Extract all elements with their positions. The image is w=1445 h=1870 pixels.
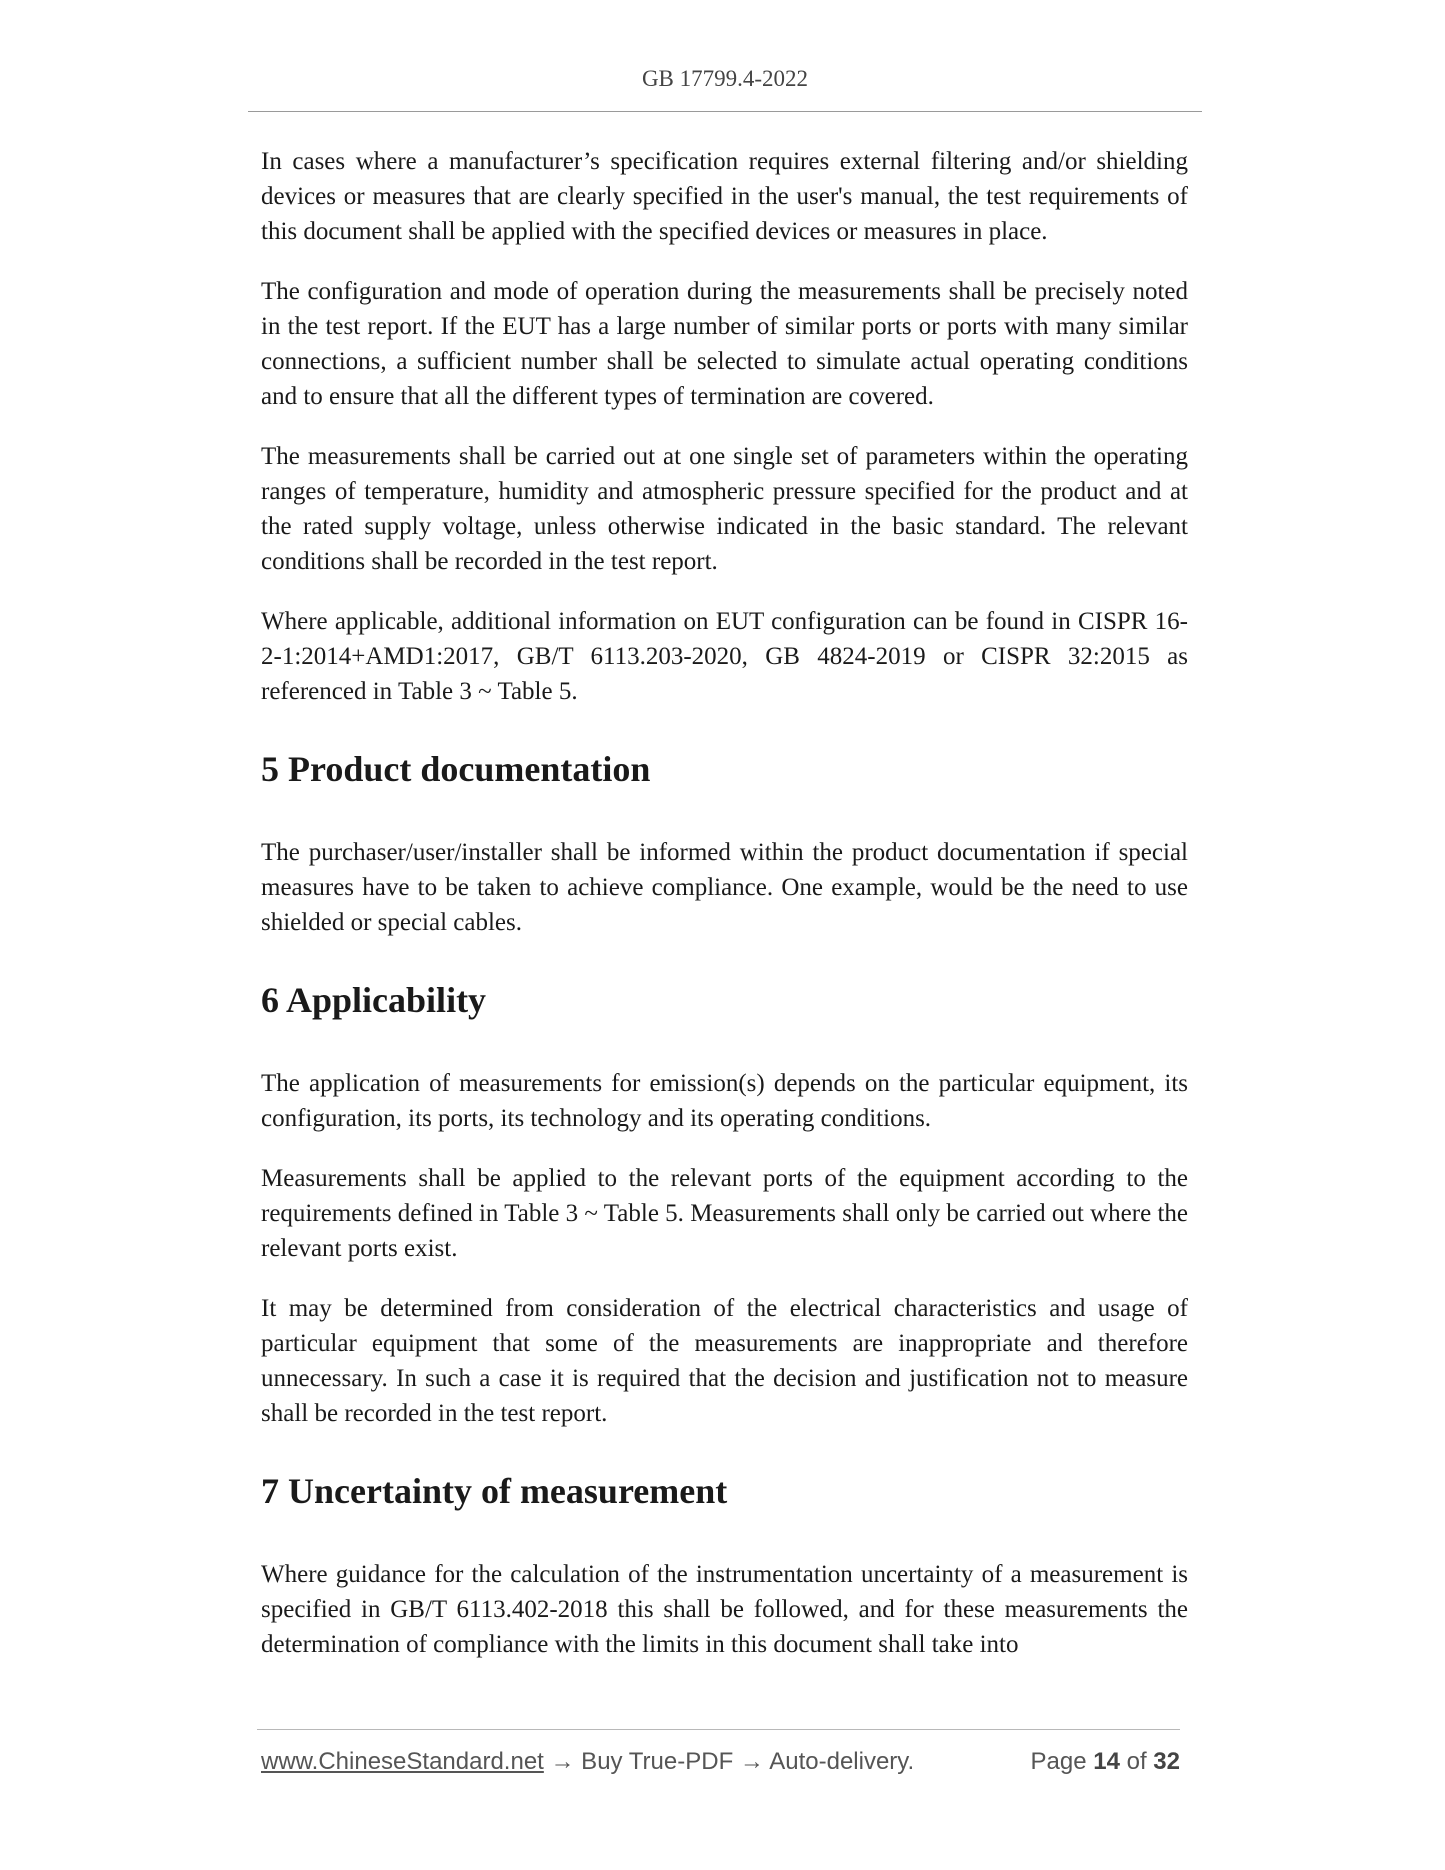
paragraph: Measurements shall be applied to the relevant ports of the equipment according to the requirements defined in Table 3 ~ Table 5. Measurements shall only be carried out where the relevant ports exist. — [261, 1165, 1188, 1262]
page-of: of — [1126, 1748, 1147, 1775]
paragraph: Where applicable, additional information on EUT configuration can be found in CISPR 16-2-1:2014+AMD1:2017, GB/T 6113.203-2020, GB 4824-2019 or CISPR 32:2015 as referenced in Table 3 ~ Table 5. — [261, 608, 1188, 705]
page-indicator — [1031, 1748, 1181, 1776]
section-heading-applicability: 6 Applicability — [261, 980, 487, 1020]
section-heading-uncertainty: 7 Uncertainty of measurement — [261, 1471, 728, 1511]
paragraph: The purchaser/user/installer shall be informed within the product documentation if special measures have to be taken to achieve compliance. One example, would be the need to use shielded or special cables. — [261, 839, 1188, 936]
header-divider — [248, 111, 1202, 112]
page-label: Page — [1030, 1748, 1087, 1775]
paragraph: The application of measurements for emission(s) depends on the particular equipment, its configuration, its ports, its technology and its operating conditions. — [261, 1070, 1188, 1132]
section-heading-product-documentation: 5 Product documentation — [261, 749, 651, 789]
document-header: GB 17799.4-2022 — [641, 66, 809, 91]
paragraph: In cases where a manufacturer’s specification requires external filtering and/or shielding devices or measures that are clearly specified in the user's manual, the test requirements of this document shall be applied with the specified devices or measures in place. — [261, 148, 1188, 245]
page-current: 14 — [1093, 1748, 1120, 1775]
document-body — [261, 144, 1188, 1687]
page-total: 32 — [1153, 1748, 1180, 1775]
paragraph: It may be determined from consideration of the electrical characteristics and usage of particular equipment that some of the measurements are inappropriate and therefore unnecessary. In such a case it is required that the decision and justification not to measure shall be recorded in the test report. — [261, 1295, 1188, 1427]
chinesestandard-link[interactable]: www.ChineseStandard.net — [261, 1748, 544, 1775]
page-footer — [261, 1748, 1180, 1776]
paragraph: The configuration and mode of operation during the measurements shall be precisely noted in the test report. If the EUT has a large number of similar ports or ports with many similar connections, a sufficient number shall be selected to simulate actual operating conditions and to ensure that all the different types of termination are covered. — [261, 278, 1188, 410]
footer-tagline: → Buy True-PDF → Auto-delivery. — [550, 1748, 915, 1775]
footer-divider — [257, 1729, 1180, 1730]
paragraph: The measurements shall be carried out at one single set of parameters within the operating ranges of temperature, humidity and atmospheric pressure specified for the product and at the rated supply voltage, unless otherwise indicated in the basic standard. The relevant conditions shall be recorded in the test report. — [261, 443, 1188, 575]
paragraph: Where guidance for the calculation of the instrumentation uncertainty of a measurement is specified in GB/T 6113.402-2018 this shall be followed, and for these measurements the determination of compliance with the limits in this document shall take into — [261, 1561, 1188, 1658]
